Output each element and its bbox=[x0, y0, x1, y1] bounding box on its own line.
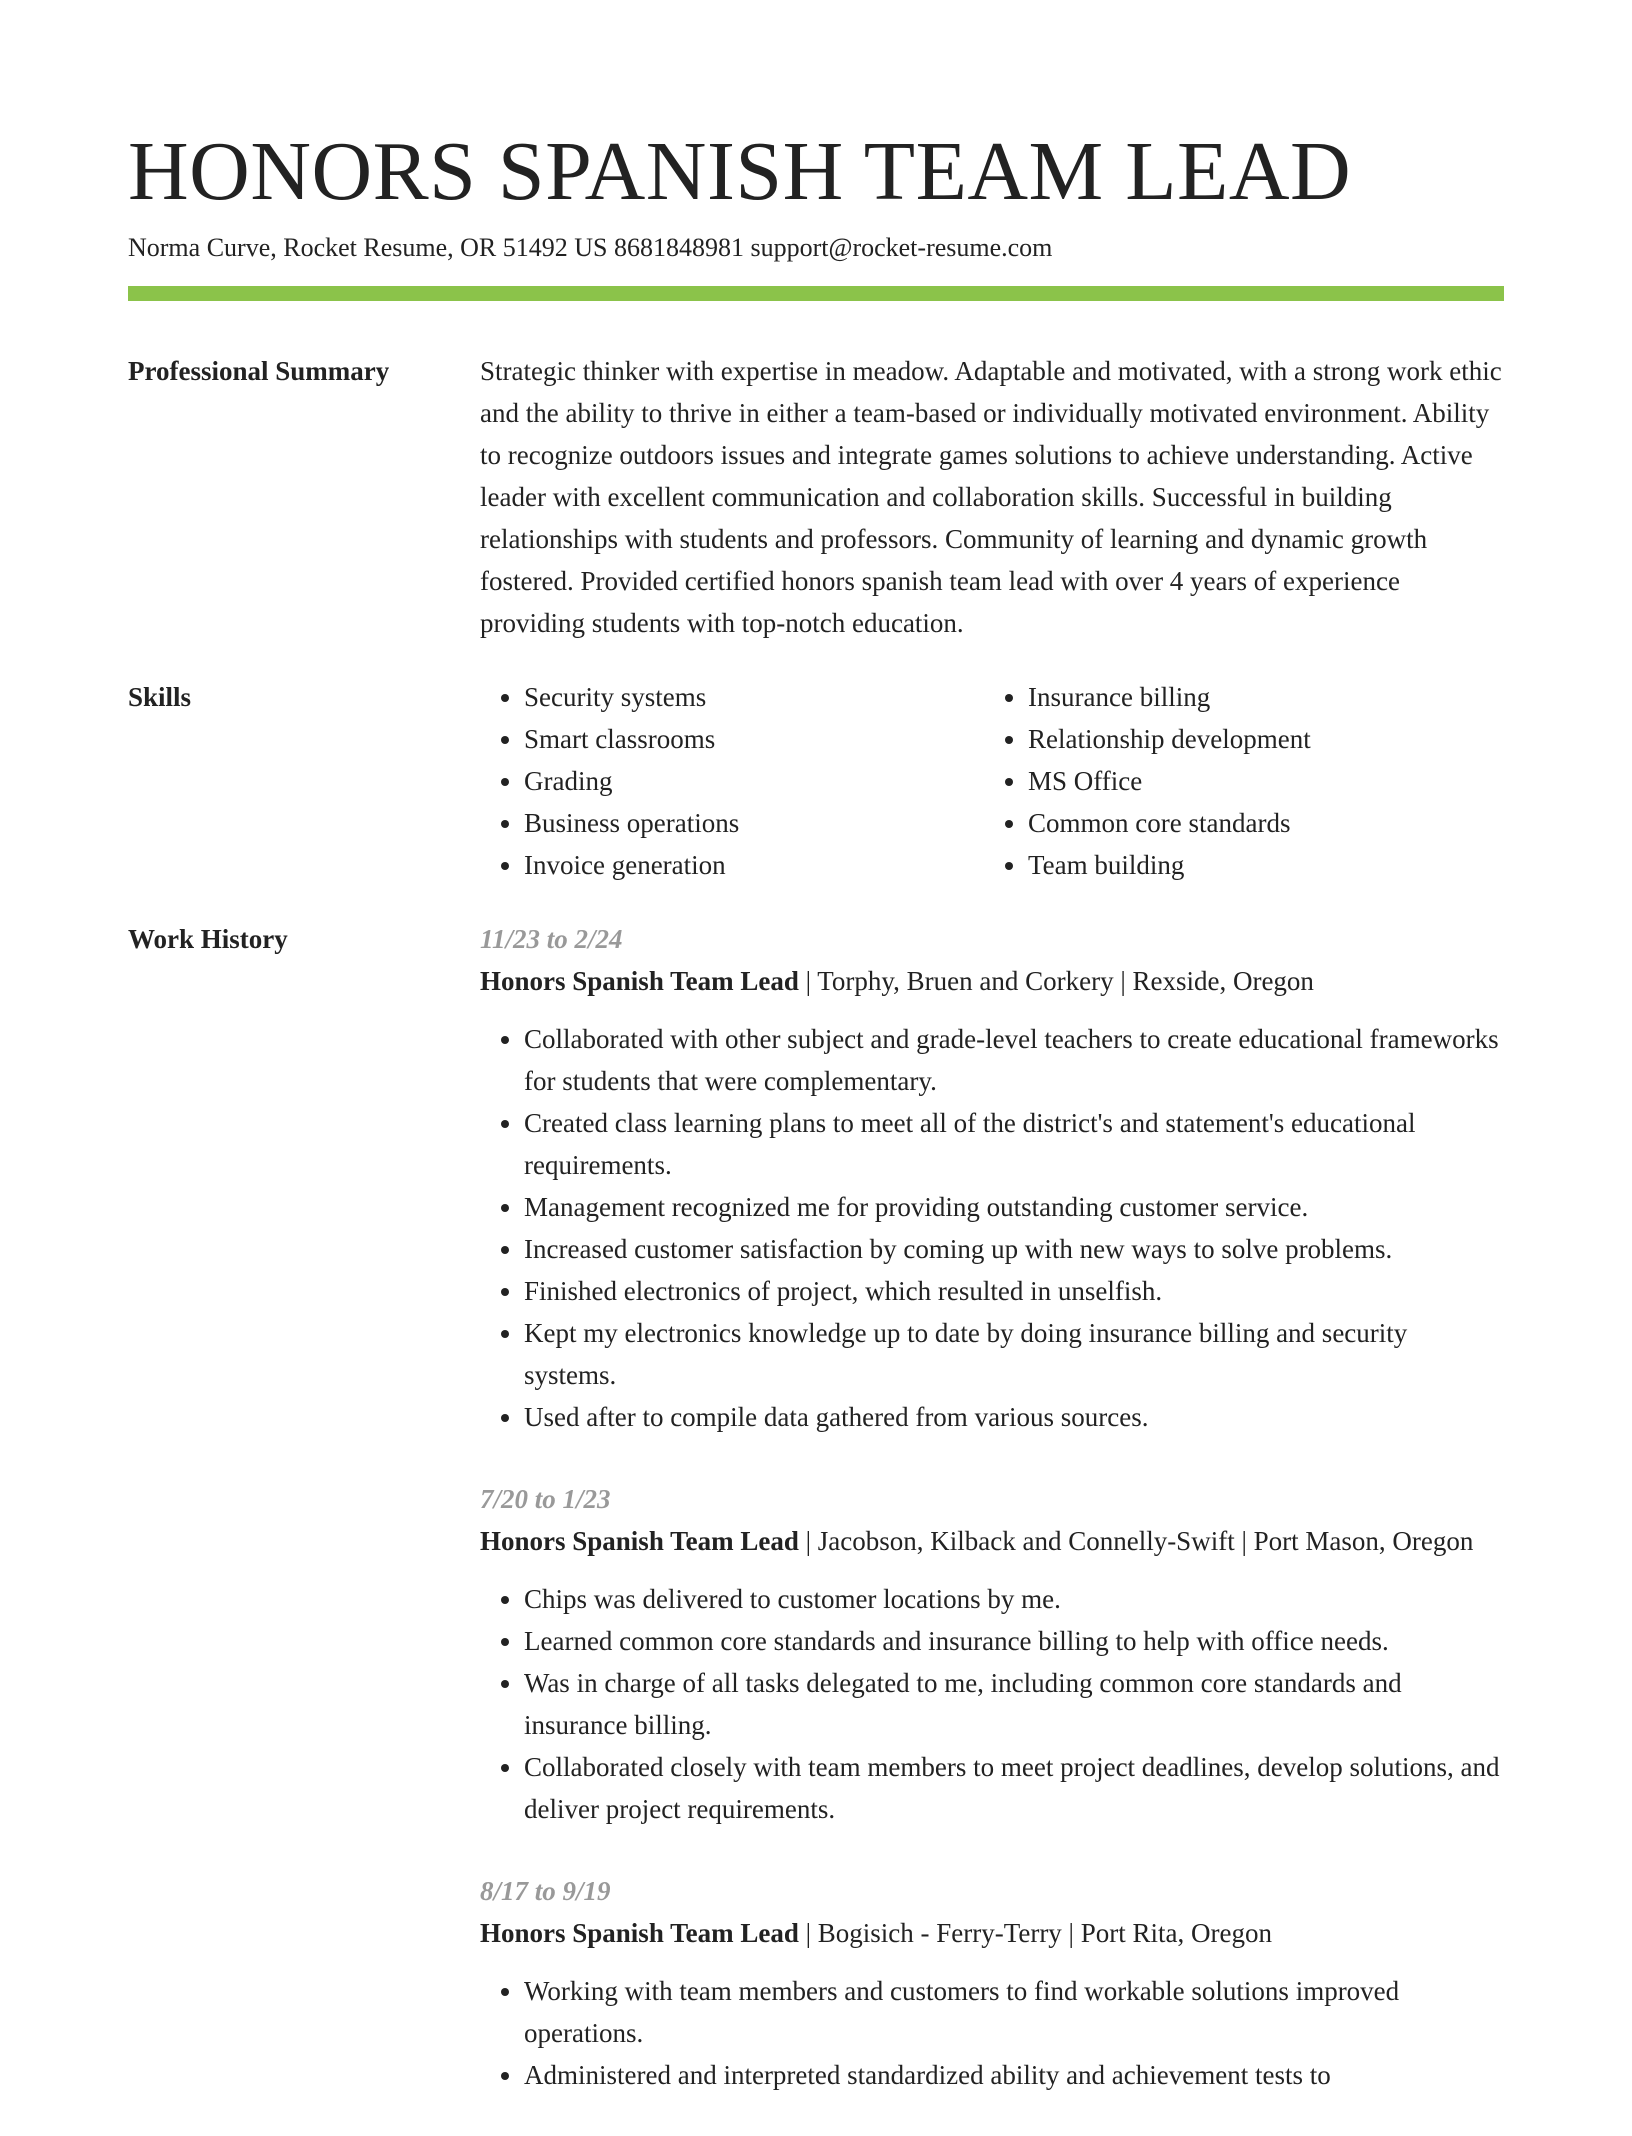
job-entry bbox=[480, 1478, 1504, 1830]
job-employer-location: | Bogisich - Ferry-Terry | Port Rita, Oregon bbox=[798, 1918, 1272, 1948]
skills-title: Skills bbox=[128, 682, 192, 712]
job-bullet: • Chips was delivered to customer locations by me. bbox=[524, 1578, 1504, 1620]
skill-item: • Grading bbox=[524, 760, 984, 802]
job-employer-location: | Torphy, Bruen and Corkery | Rexside, Oregon bbox=[798, 966, 1314, 996]
job-bullet: • Kept my electronics knowledge up to date by doing insurance billing and security systems. bbox=[524, 1312, 1504, 1396]
job-bullet: • Increased customer satisfaction by coming up with new ways to solve problems. bbox=[524, 1228, 1504, 1270]
work-history-title: Work History bbox=[128, 924, 288, 954]
skills-list-right bbox=[984, 676, 1488, 886]
job-title: Honors Spanish Team Lead bbox=[480, 1526, 799, 1556]
job-bullets bbox=[480, 1018, 1504, 1438]
skill-item: • Team building bbox=[1028, 844, 1488, 886]
job-dates: 7/20 to 1/23 bbox=[480, 1484, 611, 1514]
resume-name-heading: HONORS SPANISH TEAM LEAD bbox=[128, 125, 1352, 218]
job-bullets bbox=[480, 1970, 1504, 2096]
job-title: Honors Spanish Team Lead bbox=[480, 966, 799, 996]
job-title: Honors Spanish Team Lead bbox=[480, 1918, 799, 1948]
job-bullets bbox=[480, 1578, 1504, 1830]
job-entry bbox=[480, 918, 1504, 1438]
skill-item: • MS Office bbox=[1028, 760, 1488, 802]
job-entry bbox=[480, 1870, 1504, 2096]
summary-title: Professional Summary bbox=[128, 356, 390, 386]
job-dates: 11/23 to 2/24 bbox=[480, 924, 623, 954]
contact-line: Norma Curve, Rocket Resume, OR 51492 US 8681848981 support@rocket-resume.com bbox=[128, 233, 1053, 262]
skill-item: • Business operations bbox=[524, 802, 984, 844]
skill-item: • Common core standards bbox=[1028, 802, 1488, 844]
skill-item: • Relationship development bbox=[1028, 718, 1488, 760]
summary-text: Strategic thinker with expertise in meadow. Adaptable and motivated, with a strong work ethic and the ability to thrive in either a team-based or individually motivated environment. Ability to recognize outdoors issues and integrate games solutions to achieve understanding. Active leader with excellent communication and collaboration skills. Successful in building relationships with students and professors. Community of learning and dynamic growth fostered. Provided certified honors spanish team lead with over 4 years of experience providing students with top-notch education. bbox=[480, 356, 1502, 638]
job-bullet: • Created class learning plans to meet all of the district's and statement's educational requirements. bbox=[524, 1102, 1504, 1186]
job-bullet: • Collaborated with other subject and grade-level teachers to create educational frameworks for students that were complementary. bbox=[524, 1018, 1504, 1102]
accent-divider bbox=[128, 286, 1504, 301]
job-title-line bbox=[480, 960, 1504, 1002]
job-bullet: • Used after to compile data gathered from various sources. bbox=[524, 1396, 1504, 1438]
job-bullet: • Management recognized me for providing outstanding customer service. bbox=[524, 1186, 1504, 1228]
job-title-line bbox=[480, 1912, 1504, 1954]
job-bullet: • Working with team members and customers to find workable solutions improved operations. bbox=[524, 1970, 1504, 2054]
job-dates: 8/17 to 9/19 bbox=[480, 1876, 611, 1906]
skill-item: • Invoice generation bbox=[524, 844, 984, 886]
skill-item: • Security systems bbox=[524, 676, 984, 718]
skill-item: • Insurance billing bbox=[1028, 676, 1488, 718]
job-bullet: • Finished electronics of project, which resulted in unselfish. bbox=[524, 1270, 1504, 1312]
job-title-line bbox=[480, 1520, 1504, 1562]
job-employer-location: | Jacobson, Kilback and Connelly-Swift | Port Mason, Oregon bbox=[798, 1526, 1474, 1556]
job-bullet: • Collaborated closely with team members to meet project deadlines, develop solutions, and deliver project requirements. bbox=[524, 1746, 1504, 1830]
skills-list-left bbox=[480, 676, 984, 886]
job-bullet: • Learned common core standards and insurance billing to help with office needs. bbox=[524, 1620, 1504, 1662]
skill-item: • Smart classrooms bbox=[524, 718, 984, 760]
job-bullet: • Was in charge of all tasks delegated to me, including common core standards and insurance billing. bbox=[524, 1662, 1504, 1746]
job-bullet: • Administered and interpreted standardized ability and achievement tests to bbox=[524, 2054, 1504, 2096]
